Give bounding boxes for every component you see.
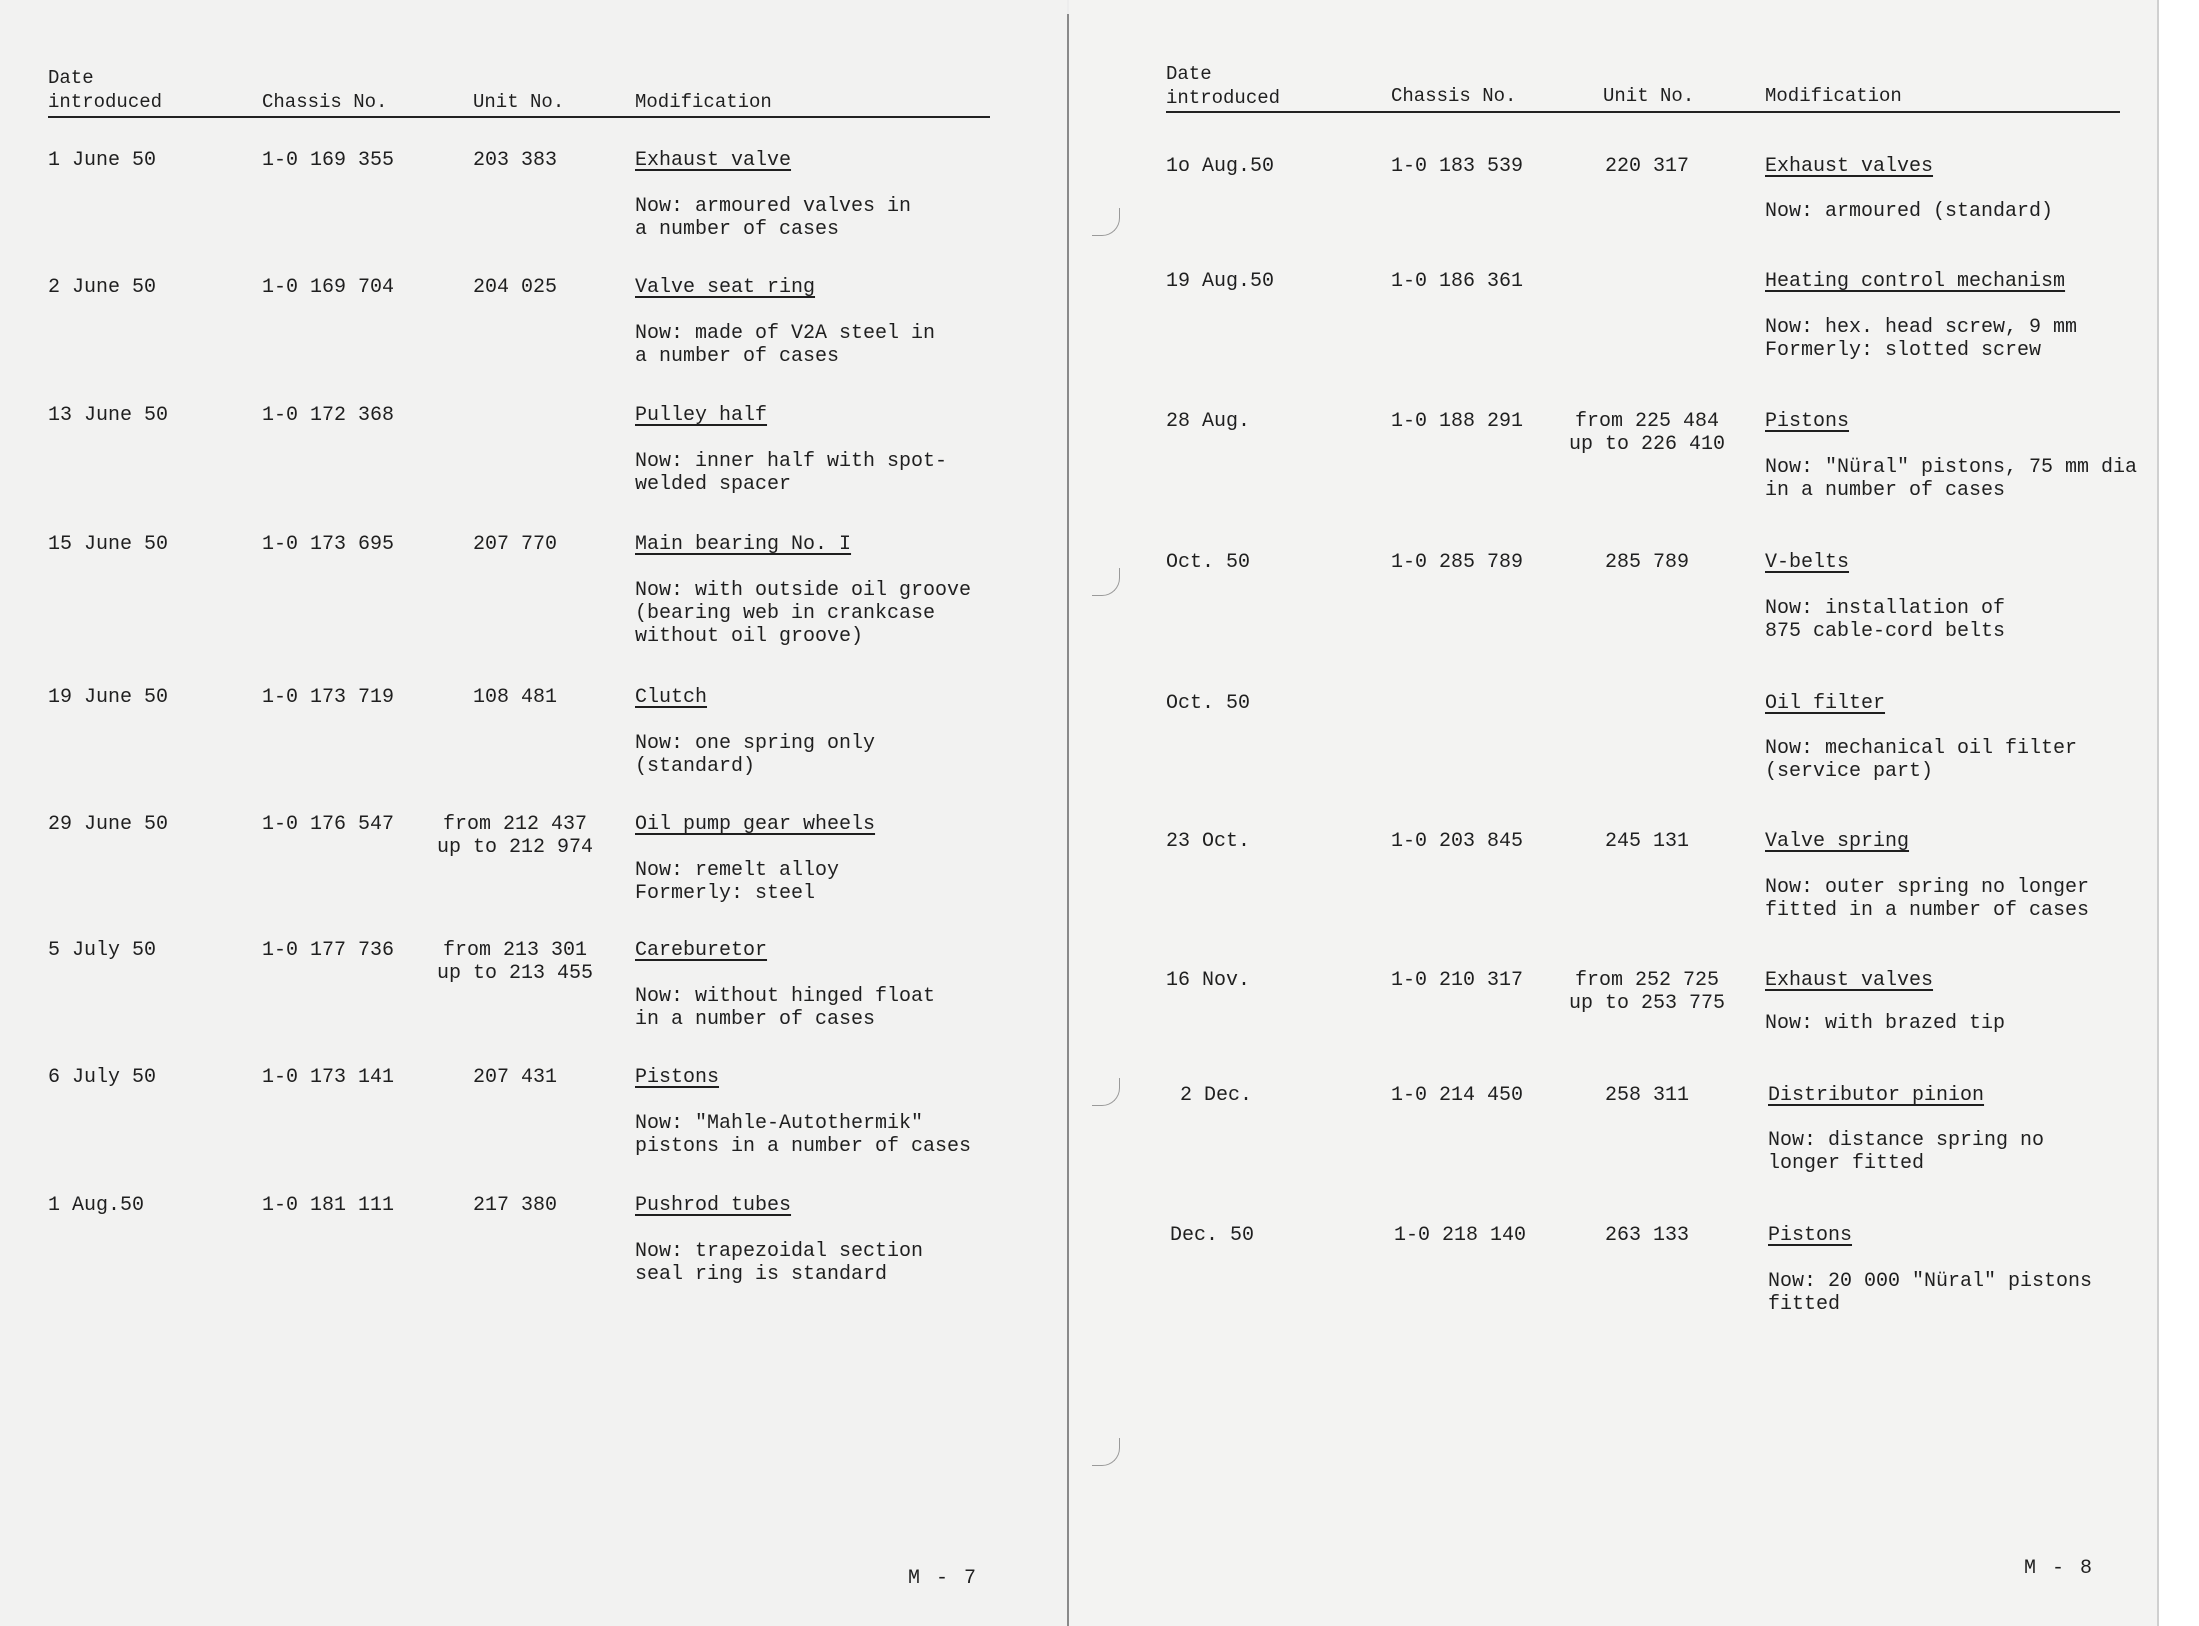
- row-chassis: 1-0 173 141: [262, 1066, 395, 1089]
- left-header-unit: Unit No.: [473, 91, 565, 113]
- row-modification-note: Now: trapezoidal section seal ring is standard: [635, 1240, 924, 1286]
- row-modification-note: Now: armoured (standard): [1765, 200, 2054, 223]
- row-chassis: 1-0 181 111: [262, 1194, 395, 1217]
- row-unit: 220 317: [1604, 155, 1689, 178]
- right-header-rule: [1166, 111, 2120, 113]
- row-chassis: 1-0 210 317: [1391, 969, 1524, 992]
- row-date: 1o Aug.50: [1166, 155, 1275, 178]
- header-date-line2: introduced: [1166, 87, 1281, 109]
- row-date: 5 July 50: [48, 939, 157, 962]
- row-modification-heading: Clutch: [635, 686, 708, 709]
- row-modification-heading: Careburetor: [635, 939, 768, 962]
- row-unit: 258 311: [1604, 1084, 1689, 1107]
- row-modification-note: Now: made of V2A steel in a number of cases: [635, 322, 936, 368]
- left-header-chassis: Chassis No.: [262, 91, 388, 113]
- row-unit: 204 025: [472, 276, 557, 299]
- row-chassis: 1-0 176 547: [262, 813, 395, 836]
- row-chassis: 1-0 214 450: [1391, 1084, 1524, 1107]
- row-date: 23 Oct.: [1166, 830, 1251, 853]
- row-modification-note: Now: outer spring no longer fitted in a number of cases: [1765, 876, 2090, 922]
- row-chassis: 1-0 173 719: [262, 686, 395, 709]
- right-header-unit: Unit No.: [1603, 85, 1695, 107]
- row-modification-heading: Pistons: [1768, 1224, 1853, 1247]
- row-date: 19 Aug.50: [1166, 270, 1275, 293]
- row-date: 15 June 50: [48, 533, 169, 556]
- row-modification-note: Now: installation of 875 cable-cord belts: [1765, 597, 2006, 643]
- right-header-chassis: Chassis No.: [1391, 85, 1517, 107]
- row-date: 29 June 50: [48, 813, 169, 836]
- page-number: M - 7: [908, 1567, 979, 1590]
- row-modification-heading: Distributor pinion: [1768, 1084, 1985, 1107]
- right-page: [1069, 0, 2157, 1626]
- row-chassis: 1-0 186 361: [1391, 270, 1524, 293]
- header-date-line1: Date: [1166, 63, 1212, 85]
- row-chassis: 1-0 177 736: [262, 939, 395, 962]
- row-modification-heading: Pulley half: [635, 404, 768, 427]
- row-date: 13 June 50: [48, 404, 169, 427]
- page-number: M - 8: [2024, 1557, 2095, 1580]
- row-date: Dec. 50: [1170, 1224, 1255, 1247]
- row-unit: 108 481: [472, 686, 557, 709]
- row-date: 19 June 50: [48, 686, 169, 709]
- left-header-rule: [48, 116, 990, 118]
- row-unit: 203 383: [472, 149, 557, 172]
- row-modification-note: Now: 20 000 "Nüral" pistons fitted: [1768, 1270, 2093, 1316]
- row-chassis: 1-0 169 355: [262, 149, 395, 172]
- row-date: 2 June 50: [48, 276, 157, 299]
- row-modification-note: Now: one spring only (standard): [635, 732, 876, 778]
- row-unit: 245 131: [1604, 830, 1689, 853]
- row-date: Oct. 50: [1166, 551, 1251, 574]
- row-modification-heading: Pistons: [635, 1066, 720, 1089]
- row-unit: 217 380: [472, 1194, 557, 1217]
- row-modification-note: Now: without hinged float in a number of cases: [635, 985, 936, 1031]
- row-modification-note: Now: with outside oil groove (bearing web in crankcase without oil groove): [635, 579, 972, 648]
- row-unit: 263 133: [1604, 1224, 1689, 1247]
- row-date: 6 July 50: [48, 1066, 157, 1089]
- row-unit: from 213 301 up to 213 455: [436, 939, 594, 985]
- header-date-line1: Date: [48, 67, 94, 89]
- left-header-date: [48, 66, 162, 114]
- row-date: 1 Aug.50: [48, 1194, 145, 1217]
- row-modification-heading: V-belts: [1765, 551, 1850, 574]
- row-modification-note: Now: "Mahle-Autothermik" pistons in a number of cases: [635, 1112, 972, 1158]
- row-modification-note: Now: distance spring no longer fitted: [1768, 1129, 2045, 1175]
- row-modification-heading: Exhaust valves: [1765, 155, 1934, 178]
- left-header-modification: Modification: [635, 91, 772, 113]
- row-chassis: 1-0 172 368: [262, 404, 395, 427]
- row-chassis: 1-0 183 539: [1391, 155, 1524, 178]
- row-modification-note: Now: inner half with spot- welded spacer: [635, 450, 948, 496]
- row-modification-heading: Pushrod tubes: [635, 1194, 792, 1217]
- row-chassis: 1-0 218 140: [1394, 1224, 1527, 1247]
- row-modification-heading: Main bearing No. I: [635, 533, 852, 556]
- row-modification-heading: Exhaust valve: [635, 149, 792, 172]
- row-modification-heading: Exhaust valves: [1765, 969, 1934, 992]
- row-date: 16 Nov.: [1166, 969, 1251, 992]
- row-modification-note: Now: armoured valves in a number of cases: [635, 195, 912, 241]
- row-date: Oct. 50: [1166, 692, 1251, 715]
- row-unit: from 252 725 up to 253 775: [1568, 969, 1726, 1015]
- row-chassis: 1-0 173 695: [262, 533, 395, 556]
- row-modification-note: Now: hex. head screw, 9 mm Formerly: slotted screw: [1765, 316, 2078, 362]
- row-chassis: 1-0 203 845: [1391, 830, 1524, 853]
- page-edge-margin: [2157, 0, 2199, 1626]
- row-chassis: 1-0 169 704: [262, 276, 395, 299]
- row-modification-heading: Valve spring: [1765, 830, 1910, 853]
- row-modification-note: Now: remelt alloy Formerly: steel: [635, 859, 840, 905]
- header-date-line2: introduced: [48, 91, 163, 113]
- page-fold-line: [1067, 14, 1069, 1626]
- row-unit: from 225 484 up to 226 410: [1568, 410, 1726, 456]
- row-modification-heading: Oil pump gear wheels: [635, 813, 876, 836]
- row-unit: 207 431: [472, 1066, 557, 1089]
- row-modification-note: Now: mechanical oil filter (service part): [1765, 737, 2078, 783]
- row-modification-heading: Pistons: [1765, 410, 1850, 433]
- row-chassis: 1-0 285 789: [1391, 551, 1524, 574]
- row-unit: from 212 437 up to 212 974: [436, 813, 594, 859]
- right-header-modification: Modification: [1765, 85, 1902, 107]
- row-date: 2 Dec.: [1180, 1084, 1253, 1107]
- row-chassis: 1-0 188 291: [1391, 410, 1524, 433]
- row-date: 28 Aug.: [1166, 410, 1251, 433]
- row-unit: 285 789: [1604, 551, 1689, 574]
- right-header-date: [1166, 62, 1280, 110]
- row-modification-heading: Oil filter: [1765, 692, 1886, 715]
- row-modification-heading: Valve seat ring: [635, 276, 816, 299]
- row-modification-heading: Heating control mechanism: [1765, 270, 2066, 293]
- row-date: 1 June 50: [48, 149, 157, 172]
- row-modification-note: Now: "Nüral" pistons, 75 mm dia in a number of cases: [1765, 456, 2138, 502]
- row-unit: 207 770: [472, 533, 557, 556]
- row-modification-note: Now: with brazed tip: [1765, 1012, 2006, 1035]
